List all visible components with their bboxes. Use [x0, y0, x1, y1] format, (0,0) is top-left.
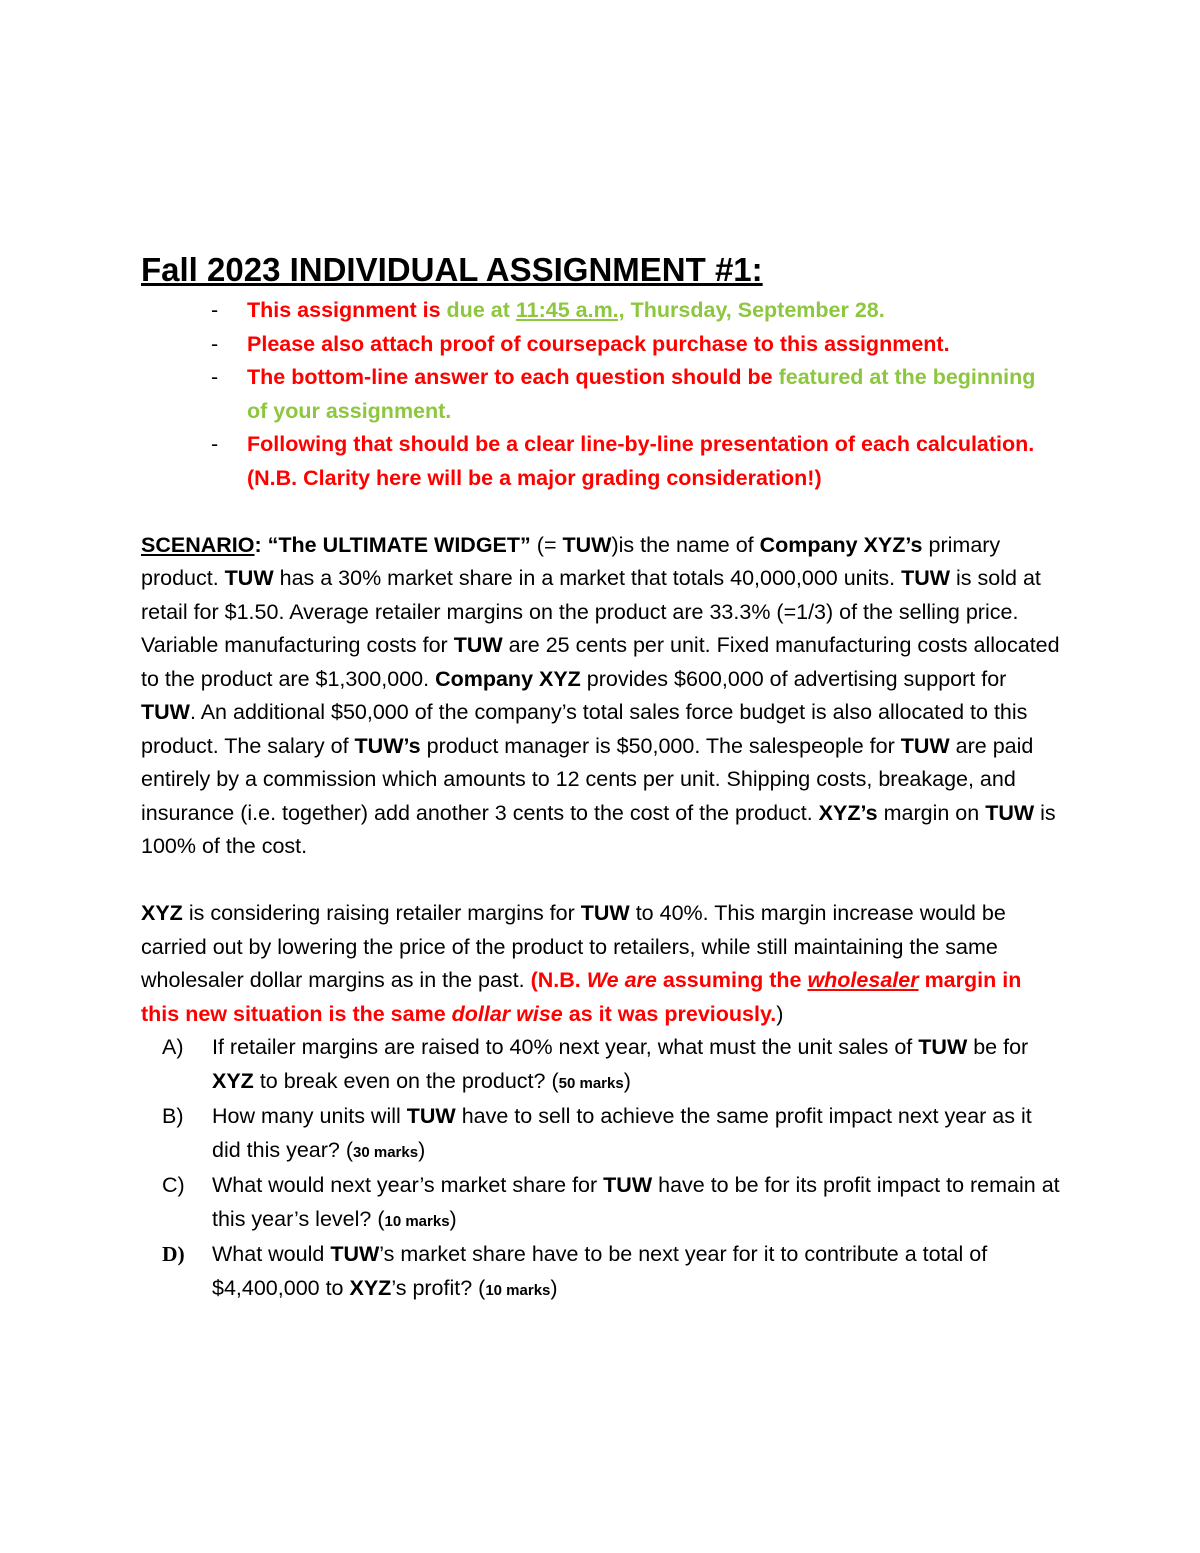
scenario-paragraph: SCENARIO: “The ULTIMATE WIDGET” (= TUW)is the name of Company XYZ’s primary product. TUW has a 30% market share in a market that totals 40,000,000 units. TUW is sold at retail for $1.50. Average retailer margins on the product are 33.3% (=1/3) of the selling price. Variable manufacturing costs for TUW are 25 cents per unit. Fixed manufacturing costs allocated to the product are $1,300,000. Company XYZ provides $600,000 of advertising support for TUW. An additional $50,000 of the company’s total sales force budget is also allocated to this product. The salary of TUW’s product manager is $50,000. The salespeople for TUW are paid entirely by a commission which amounts to 12 cents per unit. Shipping costs, breakage, and insurance (i.e. together) add another 3 cents to the cost of the product. XYZ’s margin on TUW is 100% of the cost. — [141, 532, 1060, 858]
question-a: A) If retailer margins are raised to 40% next year, what must the unit sales of TUW be for XYZ to break even on the product? (50 marks) — [141, 1031, 1061, 1100]
question-b: B) How many units will TUW have to sell to achieve the same profit impact next year as it did this year? (30 marks) — [141, 1100, 1061, 1169]
marks-value: 50 marks — [558, 1074, 624, 1092]
instruction-calculation: - Following that should be a clear line-by-line presentation of each calculation. (N.B. Clarity here will be a major grading consideration!) — [141, 428, 1061, 495]
instruction-bottom-line: - The bottom-line answer to each question should be featured at the beginning of your assignment. — [141, 361, 1061, 428]
scenario-label: SCENARIO — [141, 532, 255, 557]
bullet-dash: - — [211, 298, 219, 322]
question-label: A) — [162, 1035, 184, 1059]
nb-note: (N.B. We are assuming the wholesaler margin in this new situation is the same dollar wise as it was previously. — [141, 968, 1022, 1026]
instructions-list — [141, 294, 1061, 495]
question-label: C) — [162, 1173, 185, 1197]
question-c: C) What would next year’s market share for TUW have to be for its profit impact to remain at this year’s level? (10 marks) — [141, 1169, 1061, 1238]
question-d: D) What would TUW’s market share have to be next year for it to contribute a total of $4,400,000 to XYZ’s profit? (10 marks) — [141, 1238, 1061, 1307]
instruction-due-date: - This assignment is due at 11:45 a.m., Thursday, September 28. — [141, 294, 1061, 328]
marks-value: 10 marks — [485, 1281, 551, 1299]
question-label: D) — [162, 1242, 185, 1266]
proposal-paragraph: XYZ is considering raising retailer margins for TUW to 40%. This margin increase would be carried out by lowering the price of the product to retailers, while still maintaining the same wholesaler dollar margins as in the past. (N.B. We are assuming the wholesaler margin in this new situation is the same dollar wise as it was previously.) — [141, 901, 1022, 1026]
bullet-dash: - — [211, 331, 219, 356]
bullet-dash: - — [211, 432, 219, 456]
assignment-page — [141, 250, 1061, 1307]
marks-value: 30 marks — [353, 1143, 419, 1161]
question-label: B) — [162, 1104, 184, 1128]
questions-list — [141, 1031, 1061, 1307]
instruction-coursepack: - Please also attach proof of coursepack purchase to this assignment. — [141, 328, 1061, 362]
marks-value: 10 marks — [384, 1212, 450, 1230]
page-title: Fall 2023 INDIVIDUAL ASSIGNMENT #1: — [141, 251, 763, 288]
bullet-dash: - — [211, 365, 219, 389]
